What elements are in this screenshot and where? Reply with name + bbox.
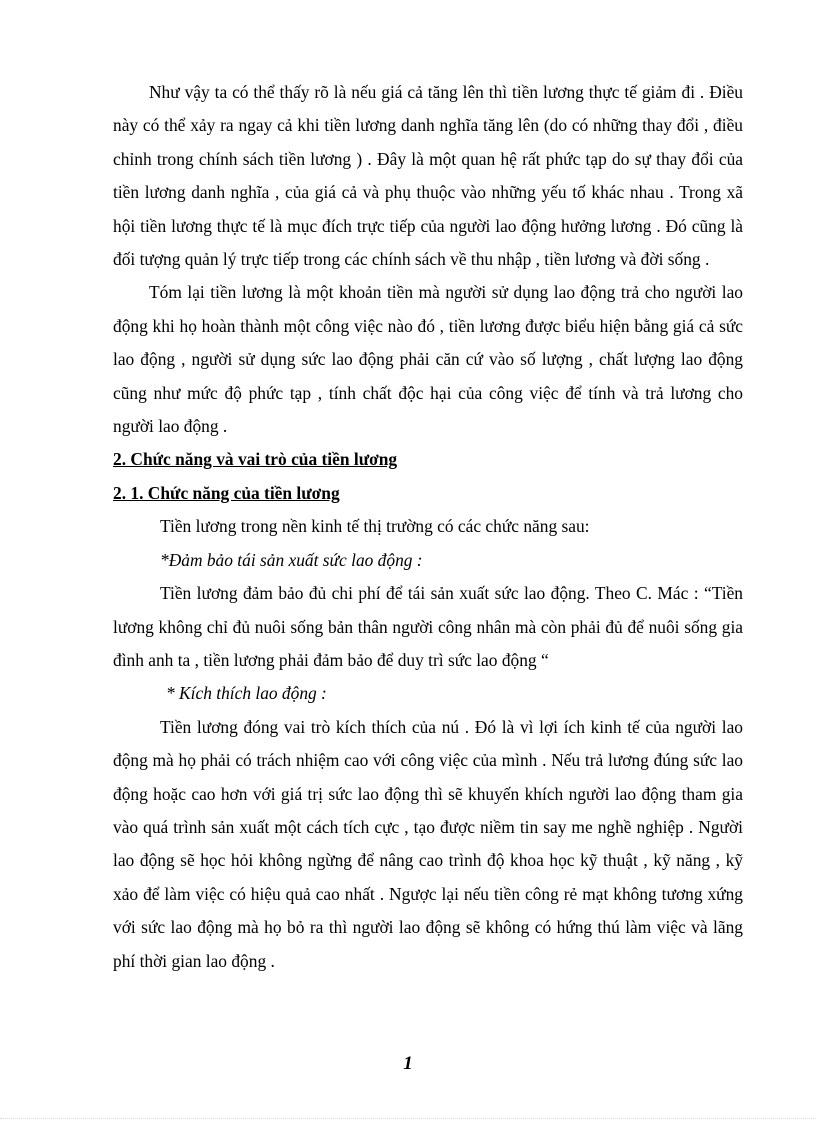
paragraph-wage-summary: Tóm lại tiền lương là một khoản tiền mà người sử dụng lao động trả cho người lao động khi họ hoàn thành một công việc nào đó , tiền lương được biểu hiện bằng giá cả sức lao động , người sử dụng sức lao động phải căn cứ vào số lượng , chất lượng lao động cũng như mức độ phức tạp , tính chất độc hại của công việc để tính và trả lương cho người lao động . [113,282,743,437]
page-number: 1 [403,1053,413,1074]
subheading-stimulation: * Kích thích lao động : [166,683,327,704]
paragraph-real-wage: Như vậy ta có thể thấy rõ là nếu giá cả tăng lên thì tiền lương thực tế giảm đi . Điều này có thể xảy ra ngay cả khi tiền lương danh nghĩa tăng lên (do có những thay đổi , điều chỉnh trong chính sách tiền lương ) . Đây là một quan hệ rất phức tạp do sự thay đổi của tiền lương danh nghĩa , của giá cả và phụ thuộc vào những yếu tố khác nhau . Trong xã hội tiền lương thực tế là mục đích trực tiếp của người lao động hưởng lương . Đó cũng là đối tượng quản lý trực tiếp trong các chính sách về thu nhập , tiền lương và đời sống . [113,82,743,270]
document-body [113,76,743,978]
subheading-reproduction: *Đảm bảo tái sản xuất sức lao động : [160,549,423,570]
section-heading-functions-and-roles: 2. Chức năng và vai trò của tiền lương [113,449,398,470]
paragraph-stimulation: Tiền lương đóng vai trò kích thích của nú . Đó là vì lợi ích kinh tế của người lao động mà họ phải có trách nhiệm cao với công việc của mình . Nếu trả lương đúng sức lao động hoặc cao hơn với giá trị sức lao động thì sẽ khuyến khích người lao động tham gia vào quá trình sản xuất một cách tích cực , tạo được niềm tin say me nghề nghiệp . Người lao động sẽ học hỏi không ngừng để nâng cao trình độ khoa học kỹ thuật , kỹ năng , kỹ xảo để làm việc có hiệu quả cao nhất . Ngược lại nếu tiền công rẻ mạt không tương xứng với sức lao động mà họ bỏ ra thì người lao động sẽ không có hứng thú làm việc và lãng phí thời gian lao động . [113,716,743,971]
paragraph-reproduction: Tiền lương đảm bảo đủ chi phí để tái sản xuất sức lao động. Theo C. Mác : “Tiền lương không chỉ đủ nuôi sống bản thân người công nhân mà còn phải đủ để nuôi sống gia đình anh ta , tiền lương phải đảm bảo để duy trì sức lao động “ [113,583,743,670]
paragraph-functions-intro: Tiền lương trong nền kinh tế thị trường có các chức năng sau: [160,516,590,537]
page-bottom-divider [0,1118,816,1119]
subsection-heading-functions: 2. 1. Chức năng của tiền lương [113,482,340,503]
